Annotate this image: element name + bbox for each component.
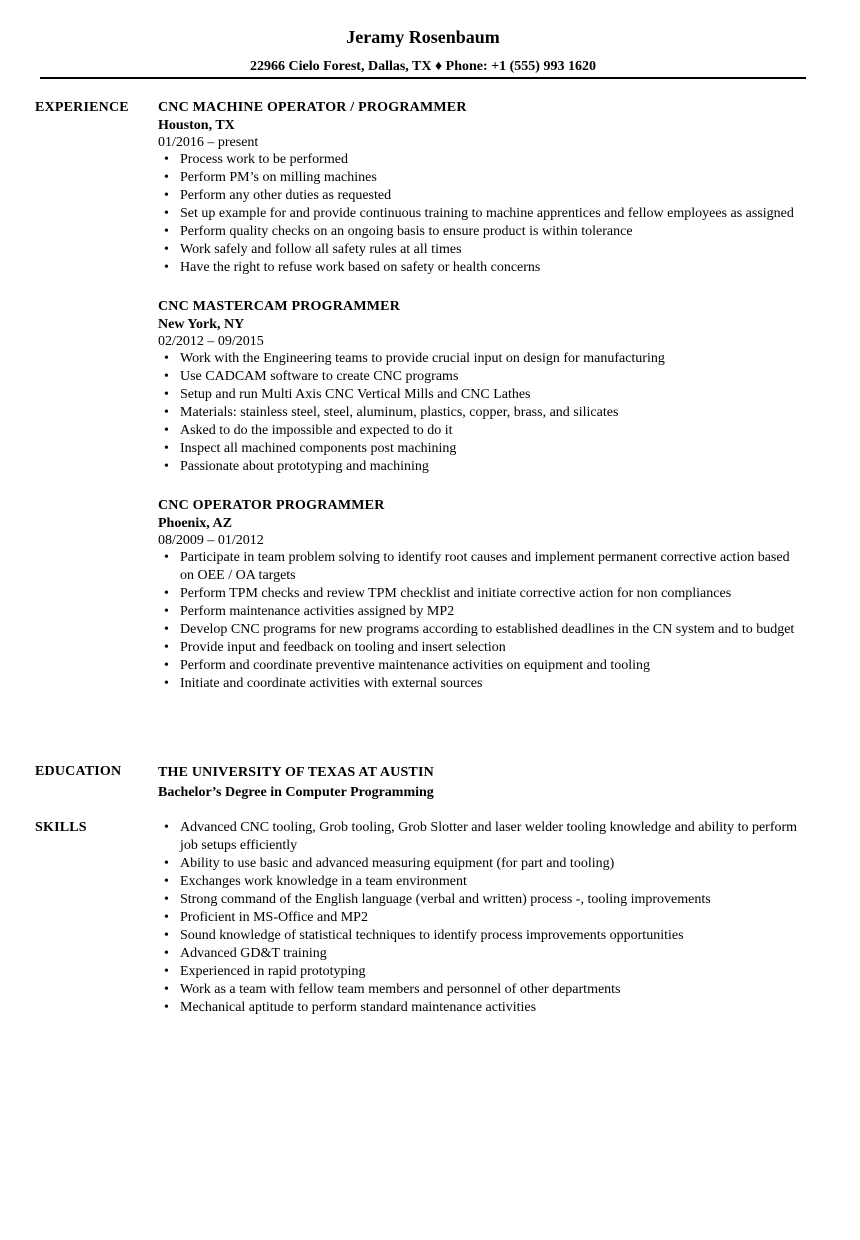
list-item: • Perform quality checks on an ongoing basis to ensure product is within tolerance bbox=[180, 223, 798, 241]
job-bullets bbox=[158, 549, 798, 693]
list-item: • Perform any other duties as requested bbox=[180, 187, 798, 205]
list-item: • Process work to be performed bbox=[180, 151, 798, 169]
job-dates: 01/2016 – present bbox=[158, 135, 259, 150]
list-item: • Sound knowledge of statistical techniques to identify process improvements opportunities bbox=[180, 927, 798, 945]
job-title: CNC OPERATOR PROGRAMMER bbox=[158, 498, 385, 513]
list-item: • Strong command of the English language (verbal and written) process -, tooling improvements bbox=[180, 891, 798, 909]
skills-list bbox=[158, 819, 798, 1017]
section-label-education: EDUCATION bbox=[35, 764, 122, 779]
list-item: • Participate in team problem solving to identify root causes and implement permanent corrective action based on OEE / OA targets bbox=[180, 549, 798, 585]
education-body bbox=[158, 763, 798, 803]
list-item: • Have the right to refuse work based on safety or health concerns bbox=[180, 259, 798, 277]
job-bullets bbox=[158, 151, 798, 277]
job-title: CNC MASTERCAM PROGRAMMER bbox=[158, 299, 401, 314]
job-location: New York, NY bbox=[158, 317, 245, 332]
list-item: • Work with the Engineering teams to provide crucial input on design for manufacturing bbox=[180, 350, 798, 368]
list-item: • Use CADCAM software to create CNC programs bbox=[180, 368, 798, 386]
list-item: • Inspect all machined components post machining bbox=[180, 440, 798, 458]
job-location: Houston, TX bbox=[158, 118, 235, 133]
skills-body bbox=[158, 819, 798, 1017]
experience-body bbox=[158, 99, 798, 714]
header-divider bbox=[40, 77, 806, 79]
section-label-experience: EXPERIENCE bbox=[35, 100, 129, 115]
list-item: • Work safely and follow all safety rules at all times bbox=[180, 241, 798, 259]
school-name: THE UNIVERSITY OF TEXAS AT AUSTIN bbox=[158, 765, 434, 780]
job-entry bbox=[158, 298, 798, 476]
list-item: • Perform and coordinate preventive maintenance activities on equipment and tooling bbox=[180, 657, 798, 675]
list-item: • Set up example for and provide continuous training to machine apprentices and fellow employees as assigned bbox=[180, 205, 798, 223]
list-item: • Ability to use basic and advanced measuring equipment (for part and tooling) bbox=[180, 855, 798, 873]
list-item: • Work as a team with fellow team members and personnel of other departments bbox=[180, 981, 798, 999]
list-item: • Perform maintenance activities assigned by MP2 bbox=[180, 603, 798, 621]
job-title: CNC MACHINE OPERATOR / PROGRAMMER bbox=[158, 100, 467, 115]
candidate-name: Jeramy Rosenbaum bbox=[346, 27, 500, 47]
list-item: • Perform PM’s on milling machines bbox=[180, 169, 798, 187]
list-item: • Advanced GD&T training bbox=[180, 945, 798, 963]
list-item: • Experienced in rapid prototyping bbox=[180, 963, 798, 981]
list-item: • Develop CNC programs for new programs according to established deadlines in the CN system and to budget bbox=[180, 621, 798, 639]
job-entry bbox=[158, 497, 798, 693]
list-item: • Materials: stainless steel, steel, aluminum, plastics, copper, brass, and silicates bbox=[180, 404, 798, 422]
list-item: • Mechanical aptitude to perform standard maintenance activities bbox=[180, 999, 798, 1017]
job-dates: 02/2012 – 09/2015 bbox=[158, 334, 264, 349]
job-bullets bbox=[158, 350, 798, 476]
degree-name: Bachelor’s Degree in Computer Programming bbox=[158, 785, 434, 800]
contact-line: 22966 Cielo Forest, Dallas, TX ♦ Phone: +1 (555) 993 1620 bbox=[250, 59, 596, 74]
list-item: • Advanced CNC tooling, Grob tooling, Grob Slotter and laser welder tooling knowledge and ability to perform job setups efficiently bbox=[180, 819, 798, 855]
list-item: • Provide input and feedback on tooling and insert selection bbox=[180, 639, 798, 657]
list-item: • Proficient in MS-Office and MP2 bbox=[180, 909, 798, 927]
job-entry bbox=[158, 99, 798, 277]
list-item: • Setup and run Multi Axis CNC Vertical Mills and CNC Lathes bbox=[180, 386, 798, 404]
list-item: • Perform TPM checks and review TPM checklist and initiate corrective action for non compliances bbox=[180, 585, 798, 603]
list-item: • Passionate about prototyping and machining bbox=[180, 458, 798, 476]
list-item: • Initiate and coordinate activities with external sources bbox=[180, 675, 798, 693]
section-label-skills: SKILLS bbox=[35, 820, 87, 835]
list-item: • Exchanges work knowledge in a team environment bbox=[180, 873, 798, 891]
job-location: Phoenix, AZ bbox=[158, 516, 232, 531]
list-item: • Asked to do the impossible and expected to do it bbox=[180, 422, 798, 440]
job-dates: 08/2009 – 01/2012 bbox=[158, 533, 264, 548]
